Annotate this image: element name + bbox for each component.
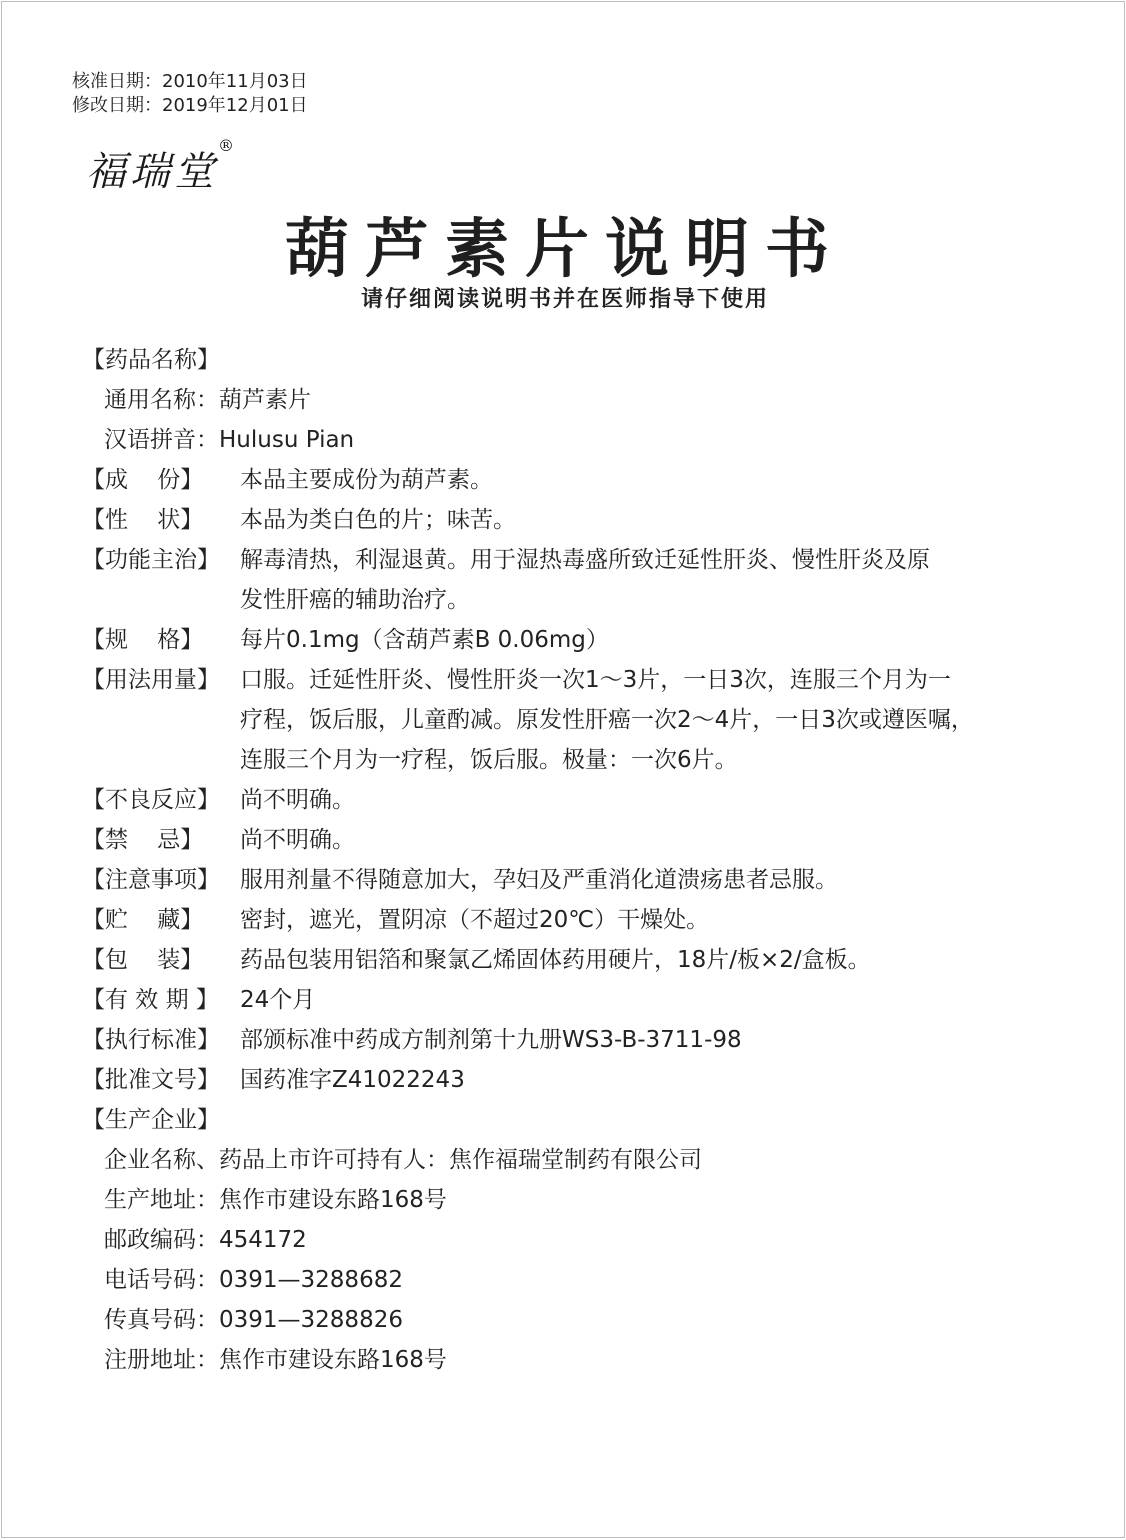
leaflet-page (1, 1, 1125, 1538)
document-title: 葫芦素片说明书 (285, 213, 845, 287)
leaflet-content (82, 340, 1072, 1380)
section-label: 【贮 藏】 (82, 907, 204, 933)
section-label: 【禁 忌】 (82, 827, 204, 853)
revision-date: 修改日期：2019年12月01日 (72, 95, 308, 116)
section-standard (82, 1020, 1072, 1060)
section-label: 【批准文号】 (82, 1067, 220, 1093)
section-value: 密封，遮光，置阴凉（不超过20℃）干燥处。 (240, 907, 710, 933)
section-value: 尚不明确。 (240, 827, 355, 853)
section-label: 【生产企业】 (82, 1107, 220, 1133)
section-continuation: 连服三个月为一疗程，饭后服。极量：一次6片。 (240, 747, 738, 773)
section-approval-number (82, 1060, 1072, 1100)
section-manufacturer (82, 1100, 1072, 1140)
section-value: 部颁标准中药成方制剂第十九册WS3-B-3711-98 (240, 1027, 742, 1053)
phone-number: 电话号码：0391—3288682 (104, 1267, 403, 1293)
section-value: 每片0.1mg（含葫芦素B 0.06mg） (240, 627, 609, 653)
section-continuation: 疗程，饭后服，儿童酌减。原发性肝癌一次2～4片，一日3次或遵医嘱， (240, 707, 974, 733)
section-precautions (82, 860, 1072, 900)
section-dosage (82, 660, 1072, 700)
section-ingredients (82, 460, 1072, 500)
section-storage (82, 900, 1072, 940)
section-label: 【有 效 期 】 (82, 987, 219, 1013)
production-address: 生产地址：焦作市建设东路168号 (104, 1187, 447, 1213)
section-label: 【药品名称】 (82, 347, 220, 373)
section-validity (82, 980, 1072, 1020)
section-label: 【成 份】 (82, 467, 204, 493)
section-value: 本品主要成份为葫芦素。 (240, 467, 493, 493)
brand-logo (86, 136, 238, 197)
section-value: 24个月 (240, 987, 316, 1013)
approval-date: 核准日期：2010年11月03日 (72, 71, 308, 92)
postcode: 邮政编码：454172 (104, 1227, 307, 1253)
section-label: 【执行标准】 (82, 1027, 220, 1053)
section-description (82, 500, 1072, 540)
section-contraindications (82, 820, 1072, 860)
section-adverse-reactions (82, 780, 1072, 820)
section-indications (82, 540, 1072, 580)
section-value: 尚不明确。 (240, 787, 355, 813)
section-specification (82, 620, 1072, 660)
section-drug-name (82, 340, 1072, 380)
section-label: 【注意事项】 (82, 867, 220, 893)
section-value: 国药准字Z41022243 (240, 1067, 465, 1093)
pinyin-name: 汉语拼音：Hulusu Pian (104, 427, 355, 453)
brand-logo-text: 福瑞堂 (86, 149, 218, 195)
section-label: 【用法用量】 (82, 667, 220, 693)
section-package (82, 940, 1072, 980)
generic-name: 通用名称：葫芦素片 (104, 387, 311, 413)
section-value: 口服。迁延性肝炎、慢性肝炎一次1～3片，一日3次，连服三个月为一 (240, 667, 951, 693)
section-value: 解毒清热，利湿退黄。用于湿热毒盛所致迁延性肝炎、慢性肝炎及原 (240, 547, 930, 573)
section-label: 【规 格】 (82, 627, 204, 653)
registered-address: 注册地址：焦作市建设东路168号 (104, 1347, 447, 1373)
section-value: 服用剂量不得随意加大，孕妇及严重消化道溃疡患者忌服。 (240, 867, 838, 893)
section-continuation: 发性肝癌的辅助治疗。 (240, 587, 470, 613)
section-value: 本品为类白色的片；味苦。 (240, 507, 516, 533)
section-label: 【包 装】 (82, 947, 204, 973)
fax-number: 传真号码：0391—3288826 (104, 1307, 403, 1333)
date-block (72, 70, 308, 118)
registered-mark: ® (218, 136, 238, 155)
section-label: 【不良反应】 (82, 787, 220, 813)
section-value: 药品包装用铝箔和聚氯乙烯固体药用硬片，18片/板×2/盒板。 (240, 947, 871, 973)
company-name: 企业名称、药品上市许可持有人：焦作福瑞堂制药有限公司 (104, 1147, 702, 1173)
section-label: 【性 状】 (82, 507, 204, 533)
section-label: 【功能主治】 (82, 547, 220, 573)
document-subtitle: 请仔细阅读说明书并在医师指导下使用 (360, 287, 769, 312)
